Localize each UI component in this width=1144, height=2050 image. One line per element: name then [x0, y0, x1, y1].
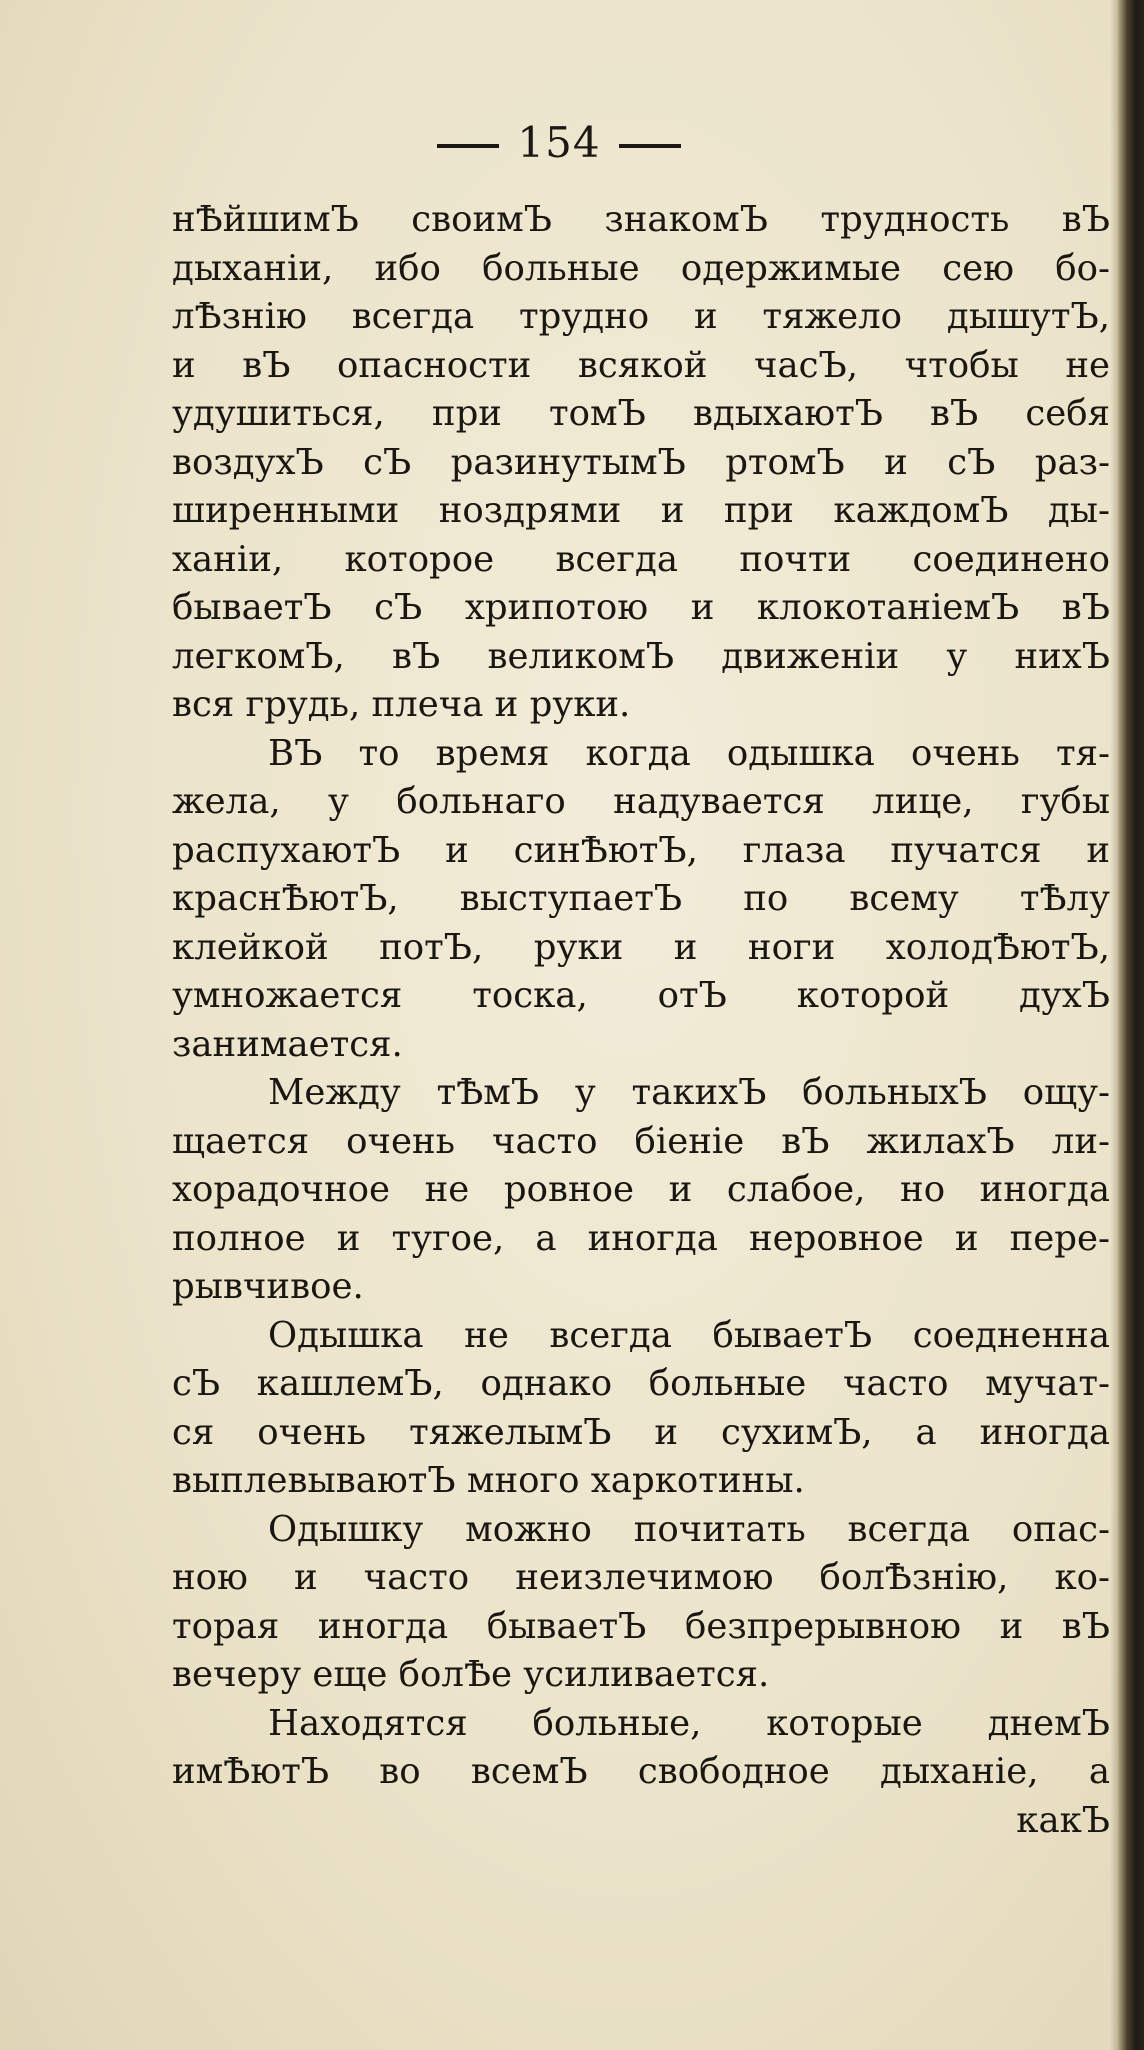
text-line: клейкой потЪ, руки и ноги холодѢютЪ, — [172, 926, 1110, 968]
text-line: и вЪ опасности всякой часЪ, чтобы не — [172, 344, 1110, 386]
text-line: лѢзнію всегда трудно и тяжело дышутЪ, — [172, 296, 1110, 337]
text-line: Одышка не всегда бываетЪ соедненна — [268, 1314, 1110, 1356]
text-line: распухаютЪ и синѢютЪ, глаза пучатся и — [172, 829, 1110, 871]
text-line: вся грудь, плеча и руки. — [172, 684, 631, 725]
text-line: занимается. — [172, 1023, 403, 1065]
text-line: выплевываютЪ много харкотины. — [172, 1460, 805, 1501]
page-number: 154 — [517, 118, 601, 167]
page-edge — [1118, 0, 1144, 2050]
text-line: Между тѢмЪ у такихЪ больныхЪ ощу- — [268, 1072, 1110, 1113]
text-line: Находятся больные, которые днемЪ — [268, 1702, 1110, 1744]
text-line: имѢютЪ во всемЪ свободное дыханіе, а — [172, 1751, 1110, 1792]
page-header — [0, 118, 1118, 167]
text-line: умножается тоска, отЪ которой духЪ — [172, 975, 1110, 1016]
text-line: ВЪ то время когда одышка очень тя- — [268, 732, 1110, 774]
text-line: торая иногда бываетЪ безпрерывною и вЪ — [172, 1605, 1110, 1647]
text-line: удушиться, при томЪ вдыхаютЪ вЪ себя — [172, 393, 1110, 434]
text-line: Одышку можно почитать всегда опас- — [268, 1508, 1110, 1550]
text-line: нѢйшимЪ своимЪ знакомЪ трудность вЪ — [172, 199, 1110, 240]
header-dash-right — [619, 144, 681, 148]
text-line: жела, у больнаго надувается лице, губы — [172, 781, 1110, 822]
text-line: ною и часто неизлечимою болѢзнію, ко- — [172, 1557, 1110, 1598]
page-gutter-shadow — [1110, 0, 1118, 2050]
catchword: какЪ — [1016, 1799, 1110, 1841]
text-line: ся очень тяжелымЪ и сухимЪ, а иногда — [172, 1411, 1110, 1453]
text-line: хорадочное не ровное и слабое, но иногда — [172, 1169, 1110, 1210]
text-line: щается очень часто біеніе вЪ жилахЪ ли- — [172, 1120, 1110, 1162]
text-line: рывчивое. — [172, 1266, 364, 1307]
text-line: воздухЪ сЪ разинутымЪ ртомЪ и сЪ раз- — [172, 441, 1110, 483]
text-line: краснѢютЪ, выступаетЪ по всему тѢлу — [172, 878, 1110, 919]
text-line: легкомЪ, вЪ великомЪ движеніи у нихЪ — [172, 635, 1110, 677]
text-line: вечеру еще болѢе усиливается. — [172, 1654, 770, 1695]
text-line: полное и тугое, а иногда неровное и пере- — [172, 1217, 1110, 1259]
text-line: ханіи, которое всегда почти соединено — [172, 538, 1110, 580]
text-line: дыханіи, ибо больные одержимые сею бо- — [172, 247, 1110, 289]
text-line: бываетЪ сЪ хрипотою и клокотаніемЪ вЪ — [172, 587, 1110, 628]
header-dash-left — [437, 144, 499, 148]
text-line: сЪ кашлемЪ, однако больные часто мучат- — [172, 1363, 1110, 1404]
body-text — [172, 196, 1110, 1845]
text-line: ширенными ноздрями и при каждомЪ ды- — [172, 490, 1110, 531]
